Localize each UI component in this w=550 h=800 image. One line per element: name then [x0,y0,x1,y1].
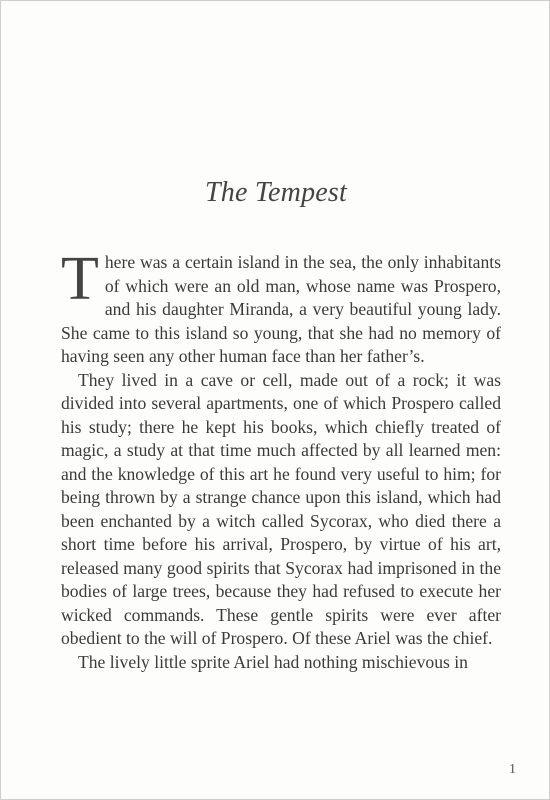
paragraph-1 [61,245,501,369]
paragraph-3: The lively little sprite Ariel had nothing mischievous in [78,651,468,672]
paragraph-2: They lived in a cave or cell, made out of a rock; it was divided into several apartments, one of which Prospero called his study; there he kept his books, which chiefly treated of magic, a study at that time much affected by all learned men: and the knowledge of this art he found very useful to him; for being thrown by a strange chance upon this island, which had been enchanted by a witch called Sycorax, who died there a short time before his arrival, Prospero, by virtue of his art, released many good spirits that Sycorax had imprisoned in the bodies of large trees, because they had refused to execute her wicked commands. These gentle spirits were ever after obedient to the will of Prospero. Of these Ariel was the chief. [61,369,501,648]
paragraph-1-text: here was a certain island in the sea, the only inhabitants of which were an old man, whose name was Prospero, and his daughter Miranda, a very beautiful young lady. She came to this island so young, that she had no memory of having seen any other human face than her father’s. [61,252,501,366]
body-text [61,245,501,674]
chapter-title: The Tempest [205,177,347,208]
drop-cap: T [61,245,99,313]
page-number: 1 [509,762,516,777]
